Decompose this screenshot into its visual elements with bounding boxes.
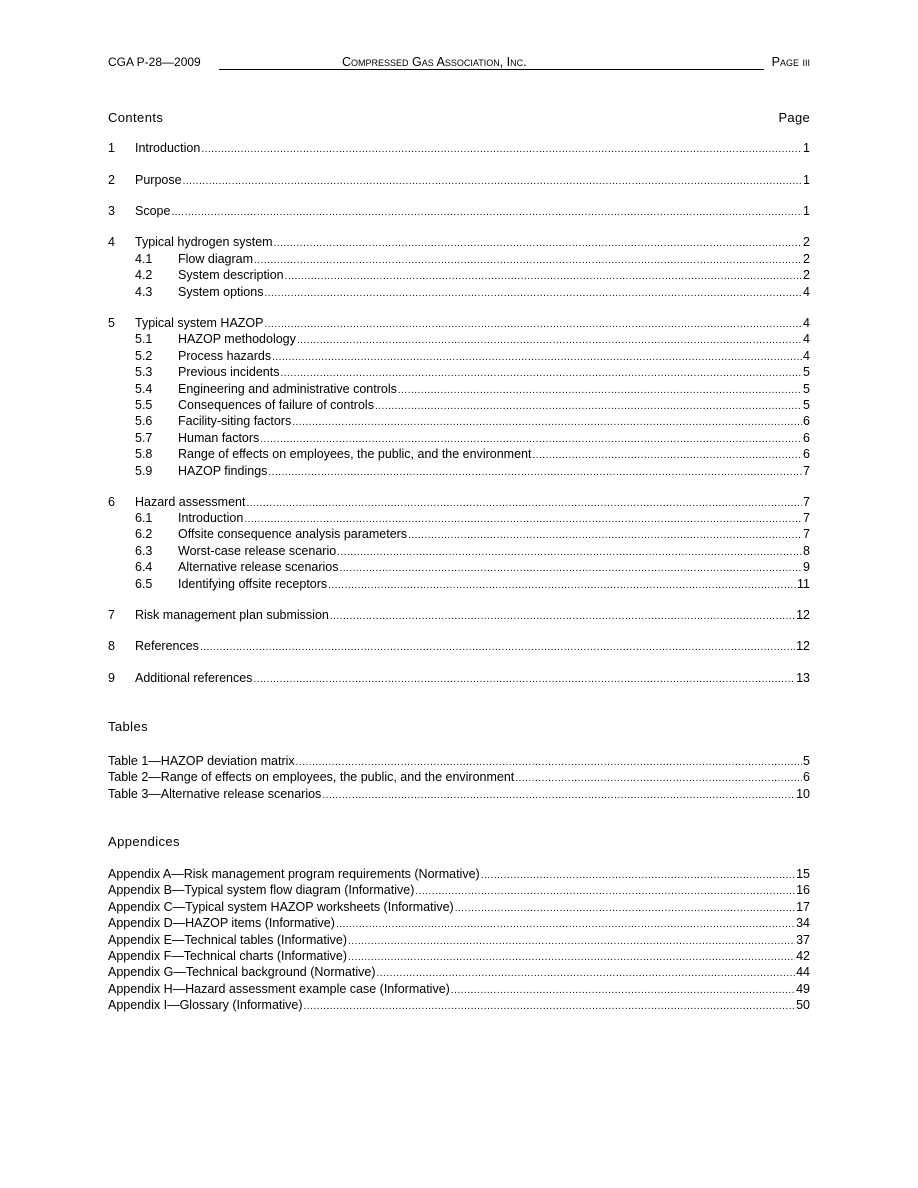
appendix-entry[interactable] [108, 981, 810, 997]
toc-title: Worst-case release scenario [178, 544, 337, 558]
appendix-entry[interactable] [108, 866, 810, 882]
toc-page: 6 [803, 414, 810, 428]
toc-entry[interactable] [108, 140, 810, 156]
toc-entry[interactable] [108, 172, 810, 188]
toc-title: System description [178, 268, 284, 282]
dot-leader [285, 269, 802, 285]
toc-number: 2 [108, 173, 115, 187]
dot-leader [322, 788, 795, 804]
toc-number: 5.7 [135, 431, 153, 445]
toc-title: References [135, 639, 199, 653]
toc-title: Process hazards [178, 349, 272, 363]
page-number: Page iii [771, 55, 810, 69]
toc-title: Typical hydrogen system [135, 235, 273, 249]
toc-number: 5.8 [135, 447, 153, 461]
toc-number: 4 [108, 235, 115, 249]
toc-title: Additional references [135, 671, 253, 685]
toc-title: Introduction [178, 511, 244, 525]
toc-page: 8 [803, 544, 810, 558]
toc-title: HAZOP methodology [178, 332, 296, 346]
running-header [108, 55, 810, 71]
toc-subentry[interactable] [108, 430, 810, 446]
dot-leader [330, 609, 795, 625]
document-id: CGA P-28—2009 [108, 55, 201, 69]
toc-title: Range of effects on employees, the public, and the environment [178, 447, 532, 461]
dot-leader [304, 999, 796, 1015]
appendix-entry-page: 49 [796, 982, 810, 996]
dot-leader [415, 884, 795, 900]
toc-number: 6.4 [135, 560, 153, 574]
toc-number: 4.1 [135, 252, 153, 266]
toc-title: Introduction [135, 141, 201, 155]
toc-subentry[interactable] [108, 348, 810, 364]
toc-number: 3 [108, 204, 115, 218]
toc-subentry[interactable] [108, 364, 810, 380]
appendix-entry-page: 44 [796, 965, 810, 979]
table-entry[interactable] [108, 769, 810, 785]
toc-page: 9 [803, 560, 810, 574]
toc-subentry[interactable] [108, 446, 810, 462]
toc-page: 6 [803, 431, 810, 445]
toc-page: 4 [803, 316, 810, 330]
appendix-entry[interactable] [108, 948, 810, 964]
toc-subentry[interactable] [108, 413, 810, 429]
toc-page: 6 [803, 447, 810, 461]
header-rule [219, 69, 764, 70]
toc-number: 9 [108, 671, 115, 685]
toc-entry[interactable] [108, 607, 810, 623]
toc-number: 5.2 [135, 349, 153, 363]
toc-number: 5.9 [135, 464, 153, 478]
dot-leader [336, 917, 795, 933]
toc-entry[interactable] [108, 315, 810, 331]
dot-leader [292, 415, 802, 431]
toc-page: 12 [796, 608, 810, 622]
toc-page: 2 [803, 252, 810, 266]
toc-title: HAZOP findings [178, 464, 268, 478]
toc-page: 4 [803, 285, 810, 299]
dot-leader [532, 448, 802, 464]
toc-number: 5.6 [135, 414, 153, 428]
toc-entry[interactable] [108, 494, 810, 510]
tables-title: Tables [108, 719, 148, 734]
toc-page: 1 [803, 141, 810, 155]
toc-subentry[interactable] [108, 251, 810, 267]
toc-number: 7 [108, 608, 115, 622]
toc-title: Purpose [135, 173, 182, 187]
toc-subentry[interactable] [108, 331, 810, 347]
toc-title: Facility-siting factors [178, 414, 292, 428]
appendix-entry-page: 15 [796, 867, 810, 881]
appendix-entry-page: 50 [796, 998, 810, 1012]
toc-number: 4.3 [135, 285, 153, 299]
toc-subentry[interactable] [108, 381, 810, 397]
table-entry-title: Table 1—HAZOP deviation matrix [108, 754, 295, 768]
table-entry-title: Table 2—Range of effects on employees, the public, and the environment [108, 770, 515, 784]
toc-title: Alternative release scenarios [178, 560, 339, 574]
toc-subentry[interactable] [108, 543, 810, 559]
toc-page: 4 [803, 349, 810, 363]
contents-heading [108, 110, 810, 125]
toc-title: Risk management plan submission [135, 608, 329, 622]
toc-page: 7 [803, 527, 810, 541]
dot-leader [268, 465, 802, 481]
appendix-entry-page: 37 [796, 933, 810, 947]
dot-leader [328, 578, 796, 594]
dot-leader [171, 205, 802, 221]
toc-page: 7 [803, 495, 810, 509]
toc-number: 1 [108, 141, 115, 155]
toc-number: 4.2 [135, 268, 153, 282]
toc-title: Offsite consequence analysis parameters [178, 527, 408, 541]
dot-leader [377, 966, 796, 982]
toc-page: 5 [803, 382, 810, 396]
dot-leader [200, 640, 795, 656]
toc-subentry[interactable] [108, 559, 810, 575]
toc-title: Typical system HAZOP [135, 316, 264, 330]
appendix-entry[interactable] [108, 915, 810, 931]
appendix-entry[interactable] [108, 932, 810, 948]
toc-subentry[interactable] [108, 463, 810, 479]
toc-subentry[interactable] [108, 267, 810, 283]
table-entry-page: 10 [796, 787, 810, 801]
toc-entry[interactable] [108, 203, 810, 219]
toc-page: 5 [803, 398, 810, 412]
appendix-entry-page: 42 [796, 949, 810, 963]
contents-title: Contents [108, 110, 164, 125]
toc-entry[interactable] [108, 670, 810, 686]
toc-number: 6.1 [135, 511, 153, 525]
toc-page: 4 [803, 332, 810, 346]
appendix-entry-title: Appendix E—Technical tables (Informative) [108, 933, 348, 947]
toc-title: System options [178, 285, 264, 299]
dot-leader [201, 142, 802, 158]
toc-number: 5.3 [135, 365, 153, 379]
dot-leader [253, 672, 795, 688]
appendix-entry-title: Appendix B—Typical system flow diagram (Informative) [108, 883, 415, 897]
appendix-entry[interactable] [108, 899, 810, 915]
toc-subentry[interactable] [108, 526, 810, 542]
toc-number: 6 [108, 495, 115, 509]
toc-page: 13 [796, 671, 810, 685]
appendix-entry-page: 34 [796, 916, 810, 930]
toc-page: 5 [803, 365, 810, 379]
toc-subentry[interactable] [108, 397, 810, 413]
toc-title: Previous incidents [178, 365, 280, 379]
table-entry[interactable] [108, 753, 810, 769]
toc-page: 2 [803, 235, 810, 249]
toc-subentry[interactable] [108, 510, 810, 526]
toc-number: 6.2 [135, 527, 153, 541]
toc-page: 2 [803, 268, 810, 282]
appendix-entry[interactable] [108, 882, 810, 898]
toc-title: Scope [135, 204, 171, 218]
toc-number: 5 [108, 316, 115, 330]
toc-title: Human factors [178, 431, 260, 445]
appendices-heading [108, 834, 810, 849]
toc-page: 1 [803, 173, 810, 187]
toc-page: 7 [803, 511, 810, 525]
toc-page: 7 [803, 464, 810, 478]
dot-leader [515, 771, 802, 787]
table-entry-page: 6 [803, 770, 810, 784]
toc-title: Flow diagram [178, 252, 254, 266]
toc-page: 1 [803, 204, 810, 218]
toc-number: 6.5 [135, 577, 153, 591]
appendix-entry-title: Appendix H—Hazard assessment example case (Informative) [108, 982, 450, 996]
toc-number: 5.4 [135, 382, 153, 396]
appendix-entry-title: Appendix C—Typical system HAZOP worksheets (Informative) [108, 900, 454, 914]
toc-number: 8 [108, 639, 115, 653]
dot-leader [264, 286, 802, 302]
toc-number: 6.3 [135, 544, 153, 558]
toc-subentry[interactable] [108, 284, 810, 300]
toc-page: 11 [797, 577, 810, 591]
toc-title: Consequences of failure of controls [178, 398, 374, 412]
table-entry[interactable] [108, 786, 810, 802]
toc-entry[interactable] [108, 234, 810, 250]
toc-title: Hazard assessment [135, 495, 246, 509]
dot-leader [297, 333, 802, 349]
dot-leader [183, 174, 802, 190]
dot-leader [408, 528, 802, 544]
table-entry-title: Table 3—Alternative release scenarios [108, 787, 322, 801]
publisher-name: Compressed Gas Association, Inc. [342, 55, 527, 69]
appendix-entry[interactable] [108, 997, 810, 1013]
toc-number: 5.1 [135, 332, 153, 346]
toc-title: Engineering and administrative controls [178, 382, 397, 396]
tables-heading [108, 719, 810, 734]
toc-title: Identifying offsite receptors [178, 577, 328, 591]
dot-leader [280, 366, 802, 382]
appendix-entry-page: 17 [796, 900, 810, 914]
toc-number: 5.5 [135, 398, 153, 412]
toc-subentry[interactable] [108, 576, 810, 592]
table-entry-page: 5 [803, 754, 810, 768]
dot-leader [274, 236, 802, 252]
page-column-heading: Page [778, 110, 810, 125]
appendix-entry-title: Appendix F—Technical charts (Informative) [108, 949, 347, 963]
appendix-entry[interactable] [108, 964, 810, 980]
toc-page: 12 [796, 639, 810, 653]
appendix-entry-title: Appendix G—Technical background (Normative) [108, 965, 376, 979]
appendix-entry-title: Appendix I—Glossary (Informative) [108, 998, 303, 1012]
appendix-entry-title: Appendix D—HAZOP items (Informative) [108, 916, 335, 930]
appendices-title: Appendices [108, 834, 180, 849]
appendix-entry-title: Appendix A—Risk management program requirements (Normative) [108, 867, 480, 881]
appendix-entry-page: 16 [796, 883, 810, 897]
dot-leader [340, 561, 803, 577]
toc-entry[interactable] [108, 638, 810, 654]
